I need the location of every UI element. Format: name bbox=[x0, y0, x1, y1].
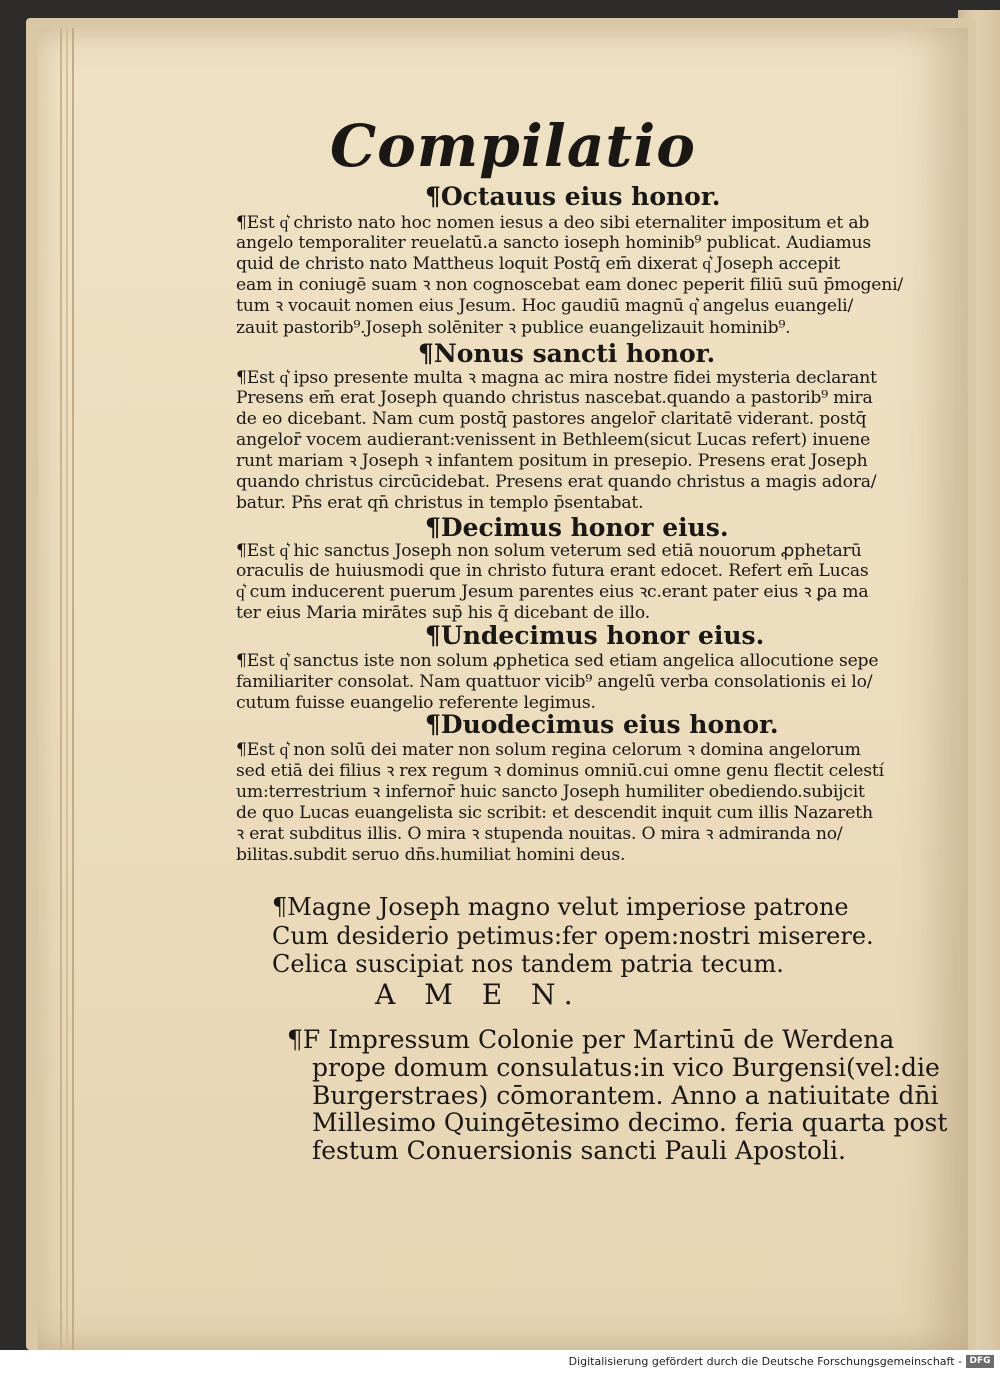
section-heading: ¶Octauus eius honor. bbox=[425, 182, 721, 211]
colophon-line: prope domum consulatus:in vico Burgensi(vel:die bbox=[312, 1053, 940, 1082]
section-heading: ¶Duodecimus eius honor. bbox=[425, 710, 779, 739]
footer-credit: Digitalisierung gefördert durch die Deutsche Forschungsgemeinschaft - bbox=[568, 1355, 962, 1368]
verse-line: ¶Magne Joseph magno velut imperiose patrone bbox=[272, 893, 849, 921]
text-line: eam in coniugē suam ꝛ non cognoscebat eam donec peperit filiū suū p̄mogeni/ bbox=[236, 275, 904, 295]
verse-line: Cum desiderio petimus:fer opem:nostri miserere. bbox=[272, 922, 874, 950]
colophon-line: Burgerstraes) cōmorantem. Anno a natiuitate dn̄i bbox=[312, 1081, 939, 1110]
text-line: cutum fuisse euangelio referente legimus. bbox=[236, 693, 596, 713]
colophon-line: festum Conuersionis sancti Pauli Apostoli. bbox=[312, 1136, 846, 1165]
text-line: batur. Pn̄s erat qn̄ christus in templo p̄sentabat. bbox=[236, 493, 644, 513]
verse-line: Celica suscipiat nos tandem patria tecum. bbox=[272, 950, 784, 978]
page-title: Compilatio bbox=[330, 112, 696, 180]
text-line: angelor̄ vocem audierant:venissent in Bethleem(sicut Lucas refert) inuene bbox=[236, 430, 871, 450]
section-heading: ¶Nonus sancti honor. bbox=[418, 339, 716, 368]
text-line: angelo temporaliter reuelatū.a sancto ioseph hominib⁹ publicat. Audiamus bbox=[236, 233, 872, 253]
text-line: quando christus circūcidebat. Presens erat quando christus a magis adora/ bbox=[236, 472, 877, 492]
text-line: ¶Est q͛ christo nato hoc nomen iesus a deo sibi eternaliter impositum et ab bbox=[236, 213, 870, 233]
text-line: ꝛ erat subditus illis. O mira ꝛ stupenda nouitas. O mira ꝛ admiranda no/ bbox=[236, 824, 843, 844]
amen: A M E N. bbox=[375, 978, 583, 1011]
text-line: ¶Est q͛ hic sanctus Joseph non solum veterum sed etiā nouorum ꝓphetarū bbox=[236, 541, 862, 561]
text-line: q͛ cum inducerent puerum Jesum parentes eius ꝛc.erant pater eius ꝛ ꝑa ma bbox=[236, 582, 869, 602]
dfg-logo: DFG bbox=[966, 1355, 994, 1368]
text-line: tum ꝛ vocauit nomen eius Jesum. Hoc gaudiū magnū q͛ angelus euangeli/ bbox=[236, 296, 854, 316]
text-line: bilitas.subdit seruo dn̄s.humiliat homini deus. bbox=[236, 845, 626, 865]
text-line: familiariter consolat. Nam quattuor vicib⁹ angelū verba consolationis ei lo/ bbox=[236, 672, 873, 692]
text-line: sed etiā dei filius ꝛ rex regum ꝛ dominus omniū.cui omne genu flectit celestí bbox=[236, 761, 884, 781]
section-heading: ¶Undecimus honor eius. bbox=[425, 621, 765, 650]
section-heading: ¶Decimus honor eius. bbox=[425, 513, 729, 542]
colophon-line: ¶F Impressum Colonie per Martinū de Werdena bbox=[287, 1025, 895, 1054]
text-line: Presens em̄ erat Joseph quando christus nascebat.quando a pastorib⁹ mira bbox=[236, 388, 873, 408]
text-line: quid de christo nato Mattheus loquit Postq̄ em̄ dixerat q͛ Joseph accepit bbox=[236, 254, 841, 274]
text-line: oraculis de huiusmodi que in christo futura erant edocet. Refert em̄ Lucas bbox=[236, 561, 869, 581]
text-line: de eo dicebant. Nam cum postq̄ pastores angelor̄ claritatē viderant. postq̄ bbox=[236, 409, 867, 429]
text-line: ¶Est q͛ sanctus iste non solum ꝓphetica sed etiam angelica allocutione sepe bbox=[236, 651, 879, 671]
text-line: zauit pastorib⁹.Joseph solēniter ꝛ publice euangelizauit hominib⁹. bbox=[236, 318, 791, 338]
text-line: runt mariam ꝛ Joseph ꝛ infantem positum in presepio. Presens erat Joseph bbox=[236, 451, 868, 471]
colophon-line: Millesimo Quingētesimo decimo. feria quarta post bbox=[312, 1108, 948, 1137]
text-line: um:terrestrium ꝛ infernor̄ huic sancto Joseph humiliter obediendo.subijcit bbox=[236, 782, 865, 802]
text-line: de quo Lucas euangelista sic scribit: et descendit inquit cum illis Nazareth bbox=[236, 803, 873, 823]
text-line: ¶Est q͛ ipso presente multa ꝛ magna ac mira nostre fidei mysteria declarant bbox=[236, 368, 877, 388]
text-line: ¶Est q͛ non solū dei mater non solum regina celorum ꝛ domina angelorum bbox=[236, 740, 861, 760]
text-line: ter eius Maria mirātes sup̄ his q̄ dicebant de illo. bbox=[236, 603, 650, 623]
